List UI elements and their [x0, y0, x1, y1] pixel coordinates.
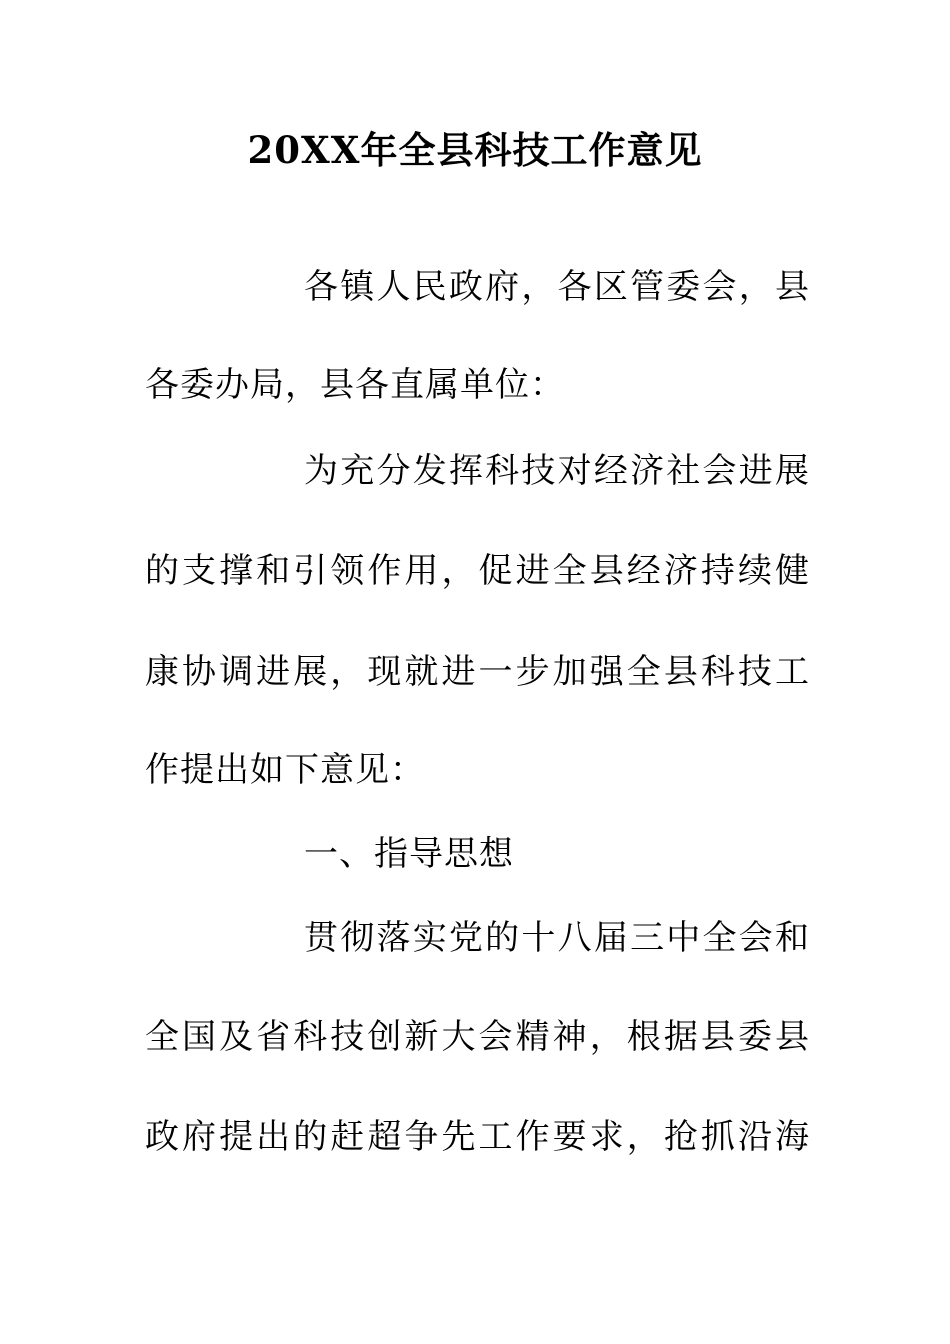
paragraph-line: 政府提出的赶超争先工作要求，抢抓沿海 — [145, 1117, 810, 1157]
paragraph-line: 康协调进展，现就进一步加强全县科技工 — [145, 652, 810, 692]
paragraph-line: 作提出如下意见： — [145, 750, 425, 790]
paragraph-line: 全国及省科技创新大会精神，根据县委县 — [145, 1017, 810, 1057]
paragraph-line: 各镇人民政府，各区管委会，县 — [304, 267, 810, 307]
document-title: 20XX年全县科技工作意见 — [247, 128, 703, 172]
paragraph-line: 为充分发挥科技对经济社会进展 — [304, 451, 810, 491]
paragraph-line: 的支撑和引领作用，促进全县经济持续健 — [145, 551, 810, 591]
section-heading: 一、指导思想 — [304, 834, 514, 874]
paragraph-line: 贯彻落实党的十八届三中全会和 — [304, 918, 810, 958]
paragraph-line: 各委办局，县各直属单位： — [145, 365, 565, 405]
